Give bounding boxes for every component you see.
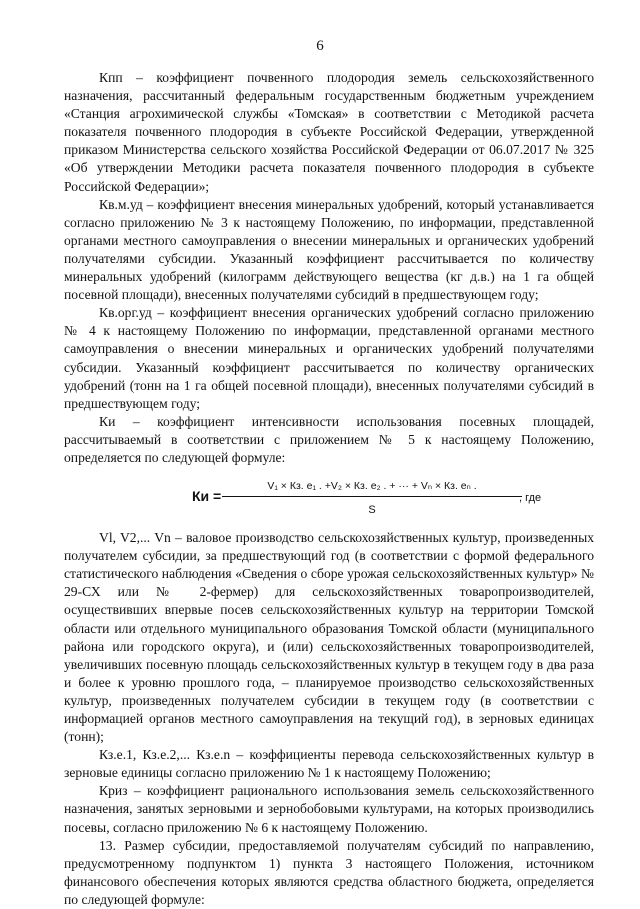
ki-formula [64,469,594,525]
formula-denominator: S [368,504,376,517]
paragraph-kriz: Криз – коэффициент рационального использования земель сельскохозяйственного назначения, занятых зерновыми и зернобобовыми культурами, на которых производились посевы, согласно приложению № 6 к настоящему Положению. [64,783,594,835]
paragraph-kv-org-ud: Кв.орг.уд – коэффициент внесения органических удобрений согласно приложению № 4 к настоящему Положению по информации, представленной органами местного самоуправления о внесении минеральных и органических удобрений получателями субсидии. Указанный коэффициент рассчитывается по количеству органических удобрений (тонн на 1 га общей посевной площади), внесенных получателями субсидий в предшествующем году; [64,305,594,411]
formula-lhs: Ки = [192,488,222,505]
paragraph-ki: Ки – коэффициент интенсивности использования посевных площадей, рассчитываемый в соответствии с приложением № 5 к настоящему Положению, определяется по следующей формуле: [64,413,594,465]
paragraph-kze: Кз.е.1, Кз.е.2,... Кз.е.n – коэффициенты перевода сельскохозяйственных культур в зерновые единицы согласно приложению № 1 к настоящему Положению; [64,747,594,781]
formula-numerator: V₁ × Кз. е₁ . +V₂ × Кз. е₂ . + ··· + Vₙ × Кз. еₙ . [267,480,477,493]
paragraph-kv-m-ud: Кв.м.уд – коэффициент внесения минеральных удобрений, который устанавливается согласно приложению № 3 к настоящему Положению, по информации, представленной органами местного самоуправления о внесении минеральных и органических удобрений получателями субсидии. Указанный коэффициент рассчитывается по количеству минеральных удобрений (килограмм действующего вещества (кг д.в.) на 1 га общей посевной площади), внесенных получателями субсидий в предшествующем году; [64,196,594,303]
document-body [64,69,594,909]
formula-suffix: , где [519,492,542,505]
paragraph-kpp: Кпп – коэффициент почвенного плодородия земель сельскохозяйственного назначения, рассчитанный федеральным государственным бюджетным учреждением «Станция агрохимической службы «Томская» в соответствии с Методикой расчета показателя почвенного плодородия в субъекте Российской Федерации, утвержденной приказом Министерства сельского хозяйства Российской Федерации от 06.07.2017 № 325 «Об утверждении Методики расчета показателя почвенного плодородия в субъекте Российской Федерации»; [64,70,594,194]
page-number: 6 [316,38,324,54]
fraction-bar [222,496,522,497]
paragraph-item-13: 13. Размер субсидии, предоставляемой получателям субсидий по направлению, предусмотренному подпунктом 1) пункта 3 настоящего Положения, источником финансового обеспечения которых являются средства областного бюджета, определяется по следующей формуле: [64,837,594,907]
paragraph-v-list: Vl, V2,... Vn – валовое производство сельскохозяйственных культур, произведенных получателем субсидии, за предшествующий год (в соответствии с формой федерального статистического наблюдения «Сведения о сборе урожая сельскохозяйственных культур» № 29-СХ или № 2-фермер) для сельскохозяйственных товаропроизводителей, осуществивших впервые посев сельскохозяйственных культур на территории Томской области или отдельного муниципального образования Томской области (муниципального района или городского округа), и (или) сельскохозяйственных товаропроизводителей, увеличивших посевную площадь сельскохозяйственных культур в текущем году в два раза и более к уровню прошлого года, – планируемое производство сельскохозяйственных культур, произведенных получателем субсидии в текущем году (в соответствии с информацией органов местного самоуправления на текущий год), в зерновых единицах (тонн); [64,530,594,745]
